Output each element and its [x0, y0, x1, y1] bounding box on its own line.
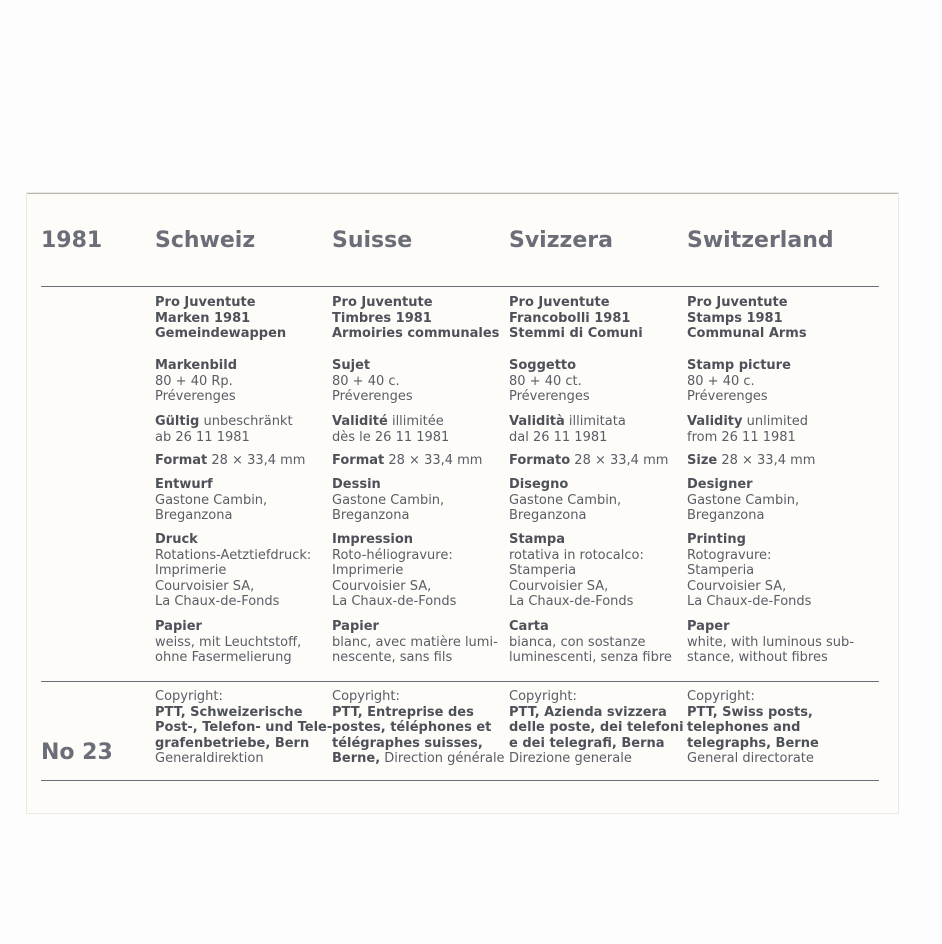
paper-block — [509, 619, 672, 666]
validity-date: ab 26 11 1981 — [155, 429, 250, 445]
top-rule — [41, 286, 879, 287]
picture-place: Préverenges — [332, 389, 413, 405]
series-line: Marken 1981 — [155, 310, 251, 326]
validity-block — [687, 414, 808, 445]
picture-value: 80 + 40 ct. — [509, 373, 582, 389]
design-lines-line: Breganzona — [687, 508, 765, 524]
sheet-number: No 23 — [41, 740, 113, 765]
paper-lines-line: bianca, con sostanze — [509, 634, 646, 650]
format-value: 28 × 33,4 mm — [717, 453, 816, 468]
series-line: Armoiries communales — [332, 326, 500, 342]
print-lines-line: Courvoisier SA, — [509, 578, 609, 594]
paper-lines-line: white, with luminous sub- — [687, 634, 854, 650]
series-line: Pro Juventute — [155, 295, 256, 310]
series-line: Communal Arms — [687, 326, 807, 342]
design-lines-line: Gastone Cambin, — [509, 492, 622, 508]
format-value: 28 × 33,4 mm — [207, 453, 306, 468]
paper-lines-line: ohne Fasermelierung — [155, 650, 292, 666]
copyright-bold-line: PTT, Swiss posts, — [687, 704, 813, 720]
series-line: Pro Juventute — [332, 295, 433, 310]
paper-label: Papier — [155, 619, 202, 634]
print-block — [155, 532, 311, 610]
copyright-bold-line: Post-, Telefon- und Tele- — [155, 720, 333, 736]
print-block — [332, 532, 456, 610]
series-line: Stamps 1981 — [687, 310, 783, 326]
series-line: Timbres 1981 — [332, 310, 432, 326]
paper-label: Paper — [687, 619, 730, 634]
format-label: Size — [687, 453, 718, 468]
print-label: Druck — [155, 532, 198, 547]
series-line: Pro Juventute — [687, 295, 788, 310]
copyright-bold-line: postes, téléphones et — [332, 720, 492, 736]
print-label: Printing — [687, 532, 746, 547]
picture-block — [332, 358, 413, 405]
print-lines-line: Courvoisier SA, — [155, 578, 255, 594]
copyright-label: Copyright: — [155, 689, 223, 704]
picture-value: 80 + 40 c. — [332, 373, 400, 389]
picture-place: Préverenges — [155, 389, 236, 405]
design-lines-line: Gastone Cambin, — [687, 492, 800, 508]
picture-label: Sujet — [332, 358, 371, 373]
validity-label: Gültig — [155, 414, 200, 429]
validity-label: Validité — [332, 414, 388, 429]
stamp-info-card — [27, 193, 898, 813]
series-block — [155, 295, 286, 342]
format-block — [687, 453, 815, 469]
series-line: Pro Juventute — [509, 295, 610, 310]
format-block — [155, 453, 305, 469]
print-lines-line: La Chaux-de-Fonds — [155, 594, 280, 610]
validity-date: dès le 26 11 1981 — [332, 429, 450, 445]
paper-lines-line: weiss, mit Leuchtstoff, — [155, 634, 302, 650]
picture-label: Stamp picture — [687, 358, 791, 373]
picture-block — [687, 358, 791, 405]
picture-label: Markenbild — [155, 358, 238, 373]
print-lines-line: La Chaux-de-Fonds — [509, 594, 634, 610]
design-label: Designer — [687, 477, 753, 492]
copyright-bold-line: PTT, Azienda svizzera — [509, 704, 667, 720]
print-lines-line: Rotogravure: — [687, 547, 772, 563]
print-label: Impression — [332, 532, 414, 547]
print-block — [687, 532, 811, 610]
country-title: Svizzera — [509, 228, 613, 253]
copyright-block — [155, 689, 332, 767]
copyright-tail-bold: Berne, — [332, 751, 381, 767]
copyright-tail: Direction générale — [380, 751, 505, 767]
copyright-block — [509, 689, 684, 767]
copyright-tail: Direzione generale — [509, 751, 632, 767]
copyright-bold-line: telephones and — [687, 720, 801, 736]
copyright-bold-line: delle poste, dei telefoni — [509, 720, 684, 736]
validity-block — [155, 414, 293, 445]
print-lines-line: Imprimerie — [155, 563, 227, 579]
country-title: Switzerland — [687, 228, 834, 253]
design-block — [155, 477, 267, 524]
validity-label: Validità — [509, 414, 565, 429]
series-line: Gemeindewappen — [155, 326, 287, 342]
copyright-block — [687, 689, 819, 767]
country-title: Schweiz — [155, 228, 256, 253]
validity-block — [509, 414, 626, 445]
series-block — [332, 295, 499, 342]
print-block — [509, 532, 644, 610]
picture-block — [155, 358, 237, 405]
validity-date: from 26 11 1981 — [687, 429, 796, 445]
picture-place: Préverenges — [687, 389, 768, 405]
copyright-bold-line: PTT, Entreprise des — [332, 704, 474, 720]
print-label: Stampa — [509, 532, 565, 547]
format-value: 28 × 33,4 mm — [384, 453, 483, 468]
print-lines-line: Rotations-Aetztiefdruck: — [155, 547, 312, 563]
picture-place: Préverenges — [509, 389, 590, 405]
design-lines-line: Breganzona — [332, 508, 410, 524]
print-lines-line: La Chaux-de-Fonds — [332, 594, 457, 610]
validity-block — [332, 414, 449, 445]
validity-value: illimitée — [387, 414, 444, 429]
validity-value: illimitata — [564, 414, 626, 429]
print-lines-line: rotativa in rotocalco: — [509, 547, 644, 563]
copyright-tail: Generaldirektion — [155, 751, 264, 767]
paper-lines-line: blanc, avec matière lumi- — [332, 634, 498, 650]
copyright-bold-line: e dei telegrafi, Berna — [509, 735, 665, 751]
validity-date: dal 26 11 1981 — [509, 429, 608, 445]
picture-value: 80 + 40 c. — [687, 373, 755, 389]
print-lines-line: Imprimerie — [332, 563, 404, 579]
copyright-label: Copyright: — [332, 689, 400, 704]
design-lines-line: Gastone Cambin, — [155, 492, 268, 508]
design-block — [687, 477, 799, 524]
design-lines-line: Breganzona — [509, 508, 587, 524]
series-block — [687, 295, 807, 342]
validity-value: unlimited — [742, 414, 808, 429]
copyright-label: Copyright: — [687, 689, 755, 704]
format-label: Format — [155, 453, 208, 468]
copyright-block — [332, 689, 505, 767]
design-label: Dessin — [332, 477, 381, 492]
design-lines-line: Breganzona — [155, 508, 233, 524]
format-block — [509, 453, 668, 469]
design-label: Disegno — [509, 477, 569, 492]
validity-label: Validity — [687, 414, 743, 429]
copyright-bold-line: grafenbetriebe, Bern — [155, 735, 310, 751]
series-line: Stemmi di Comuni — [509, 326, 643, 342]
picture-label: Soggetto — [509, 358, 577, 373]
paper-label: Papier — [332, 619, 379, 634]
paper-block — [332, 619, 498, 666]
format-block — [332, 453, 482, 469]
series-block — [509, 295, 643, 342]
country-title: Suisse — [332, 228, 413, 253]
validity-value: unbeschränkt — [199, 414, 293, 429]
copyright-bold-line: PTT, Schweizerische — [155, 704, 303, 720]
design-label: Entwurf — [155, 477, 213, 492]
paper-block — [155, 619, 301, 666]
format-value: 28 × 33,4 mm — [570, 453, 669, 468]
paper-lines-line: stance, without fibres — [687, 650, 828, 666]
print-lines-line: Roto-héliogravure: — [332, 547, 453, 563]
print-lines-line: La Chaux-de-Fonds — [687, 594, 812, 610]
format-label: Formato — [509, 453, 571, 468]
copyright-tail: General directorate — [687, 751, 814, 767]
paper-lines-line: luminescenti, senza fibre — [509, 650, 672, 666]
paper-label: Carta — [509, 619, 549, 634]
picture-value: 80 + 40 Rp. — [155, 373, 233, 389]
print-lines-line: Stamperia — [687, 563, 755, 579]
print-lines-line: Courvoisier SA, — [687, 578, 787, 594]
paper-lines-line: nescente, sans fils — [332, 650, 453, 666]
bottom-rule — [41, 780, 879, 781]
series-line: Francobolli 1981 — [509, 310, 631, 326]
middle-rule — [41, 681, 879, 682]
print-lines-line: Stamperia — [509, 563, 577, 579]
print-lines-line: Courvoisier SA, — [332, 578, 432, 594]
issue-year: 1981 — [41, 228, 103, 253]
format-label: Format — [332, 453, 385, 468]
design-lines-line: Gastone Cambin, — [332, 492, 445, 508]
paper-block — [687, 619, 854, 666]
copyright-bold-line: telegraphs, Berne — [687, 735, 819, 751]
copyright-bold-line: télégraphes suisses, — [332, 735, 483, 751]
design-block — [509, 477, 621, 524]
picture-block — [509, 358, 590, 405]
design-block — [332, 477, 444, 524]
copyright-label: Copyright: — [509, 689, 577, 704]
